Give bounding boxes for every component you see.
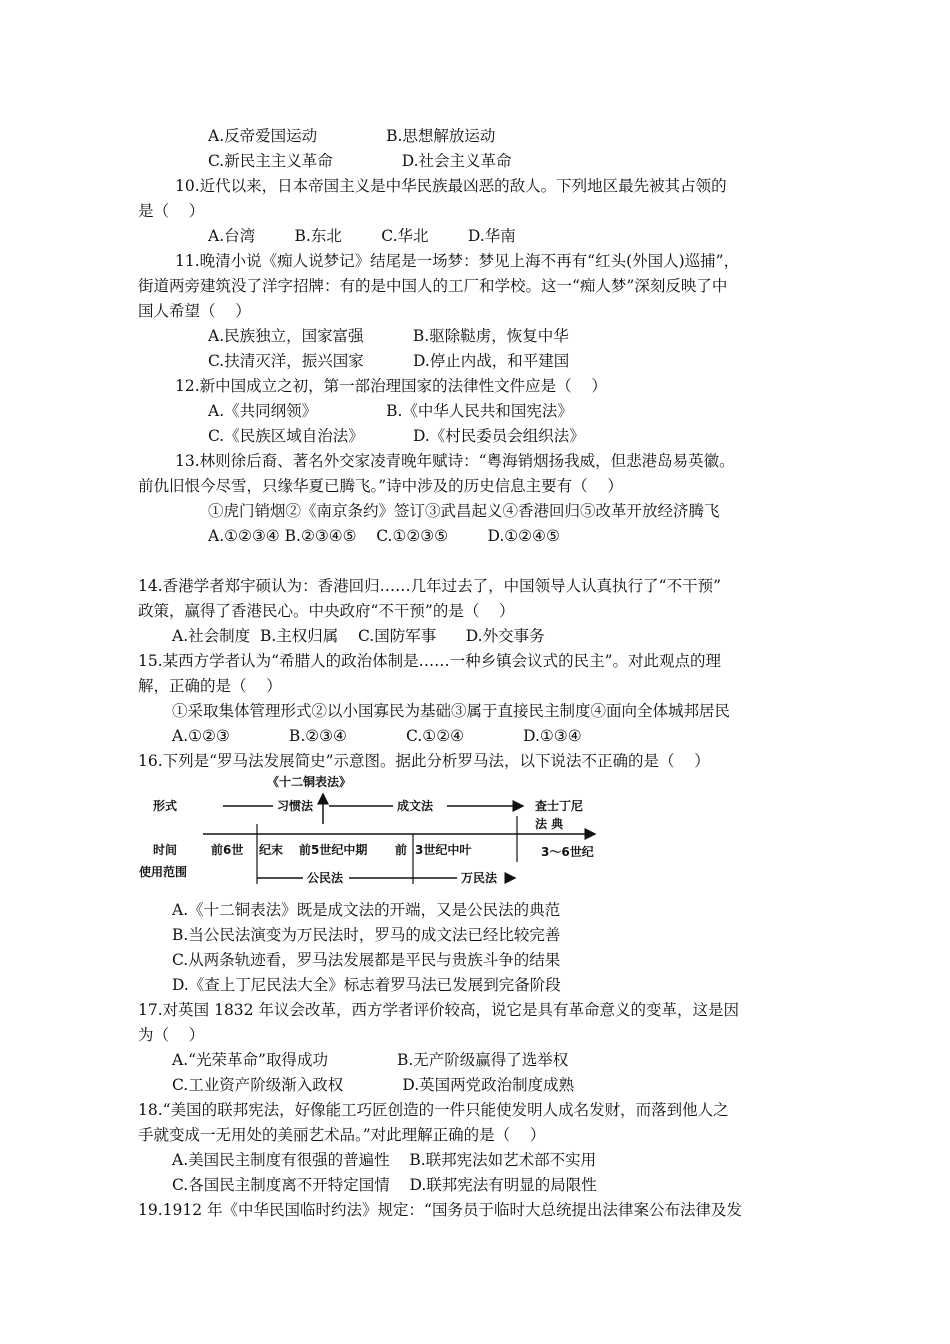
- row-label-scope: 使用范围: [139, 865, 188, 879]
- text-line: 18.“美国的联邦宪法，好像能工巧匠创造的一件只能使发明人成名发财，而落到他人之: [138, 1101, 729, 1119]
- text-line: C.从两条轨迹看，罗马法发展都是平民与贵族斗争的结果: [172, 951, 561, 969]
- text-line: D.《查上丁尼民法大全》标志着罗马法已发展到完备阶段: [172, 976, 561, 994]
- twelve-tables-label: 《十二铜表法》: [267, 775, 352, 789]
- text-line: A.《共同纲领》 B.《中华人民共和国宪法》: [208, 402, 573, 420]
- text-line: A.《十二铜表法》既是成文法的开端，又是公民法的典范: [172, 901, 561, 919]
- text-line: 是（ ）: [138, 202, 205, 220]
- text-line: 17.对英国 1832 年议会改革，西方学者评价较高，说它是具有革命意义的变革，这是因: [138, 1001, 739, 1019]
- text-line: 政策，赢得了香港民心。中央政府“不干预”的是（ ）: [138, 602, 515, 620]
- text-line: A.①②③④ B.②③④⑤ C.①②③⑤ D.①②④⑤: [208, 527, 560, 545]
- text-line: 国人希望（ ）: [138, 302, 251, 320]
- text-line: A.民族独立，国家富强 B.驱除鞑虏，恢复中华: [208, 327, 569, 345]
- row-label-time: 时间: [153, 843, 178, 857]
- text-line: 14.香港学者郑宇硕认为：香港回归……几年过去了，中国领导人认真执行了“不干预”: [138, 577, 722, 595]
- text-line: 街道两旁建筑没了洋字招牌：有的是中国人的工厂和学校。这一“痴人梦”深刻反映了中: [138, 277, 728, 295]
- text-line: A.“光荣革命”取得成功 B.无产阶级赢得了选举权: [172, 1051, 569, 1069]
- text-line: C.《民族区域自治法》 D.《村民委员会组织法》: [208, 427, 585, 445]
- time-label-2: 纪末: [259, 843, 284, 857]
- justinian-label-2: 法 典: [535, 817, 564, 831]
- roman-law-diagram-svg: [135, 772, 615, 890]
- text-line: 12.新中国成立之初，第一部治理国家的法律性文件应是（ ）: [175, 377, 607, 395]
- time-label-4: 前: [395, 843, 408, 857]
- custom-law-label: 习惯法: [277, 799, 314, 813]
- time-label-6: 3～6世纪: [541, 845, 594, 859]
- gentium-law-label: 万民法: [461, 871, 498, 885]
- text-line: 10.近代以来，日本帝国主义是中华民族最凶恶的敌人。下列地区最先被其占领的: [175, 177, 727, 195]
- text-line: 前仇旧恨今尽雪，只缘华夏已腾飞。”诗中涉及的历史信息主要有（ ）: [138, 477, 623, 495]
- text-line: ①虎门销烟②《南京条约》签订③武昌起义④香港回归⑤改革开放经济腾飞: [208, 502, 720, 520]
- civil-law-label: 公民法: [307, 871, 344, 885]
- roman-law-history-diagram: [135, 772, 615, 890]
- text-line: A.①②③ B.②③④ C.①②④ D.①③④: [172, 727, 582, 745]
- text-line: C.工业资产阶级渐入政权 D.英国两党政治制度成熟: [172, 1076, 575, 1094]
- text-line: 解，正确的是（ ）: [138, 677, 282, 695]
- written-law-label: 成文法: [397, 799, 434, 813]
- text-line: 15.某西方学者认为“希腊人的政治体制是……一种乡镇会议式的民主”。对此观点的理: [138, 652, 722, 670]
- time-label-1: 前6世: [211, 843, 244, 857]
- text-line: 13.林则徐后裔、著名外交家凌青晚年赋诗：“粤海销烟扬我威，但悲港岛易英徽。: [175, 452, 735, 470]
- text-line: A.台湾 B.东北 C.华北 D.华南: [208, 227, 516, 245]
- justinian-label-1: 查士丁尼: [535, 799, 584, 813]
- text-line: ①采取集体管理形式②以小国寡民为基础③属于直接民主制度④面向全体城邦居民: [172, 702, 731, 720]
- text-line: 19.1912 年《中华民国临时约法》规定：“国务员于临时大总统提出法律案公布法律及发: [138, 1201, 742, 1219]
- time-label-5: 3世纪中叶: [415, 843, 472, 857]
- row-label-form: 形式: [153, 799, 178, 813]
- text-line: A.社会制度 B.主权归属 C.国防军事 D.外交事务: [172, 627, 545, 645]
- text-line: 手就变成一无用处的美丽艺术品。”对此理解正确的是（ ）: [138, 1126, 546, 1144]
- text-line: 为（ ）: [138, 1026, 205, 1044]
- time-label-3: 前5世纪中期: [299, 843, 368, 857]
- text-line: 11.晚清小说《痴人说梦记》结尾是一场梦：梦见上海不再有“红头(外国人)巡捕”，: [175, 252, 740, 270]
- text-line: 16.下列是“罗马法发展简史”示意图。据此分析罗马法，以下说法不正确的是（ ）: [138, 752, 710, 770]
- text-line: C.各国民主制度离不开特定国情 D.联邦宪法有明显的局限性: [172, 1176, 597, 1194]
- text-line: A.反帝爱国运动 B.思想解放运动: [208, 127, 496, 145]
- text-line: A.美国民主制度有很强的普遍性 B.联邦宪法如艺术部不实用: [172, 1151, 597, 1169]
- text-line: C.扶清灭洋，振兴国家 D.停止内战，和平建国: [208, 352, 570, 370]
- text-line: C.新民主主义革命 D.社会主义革命: [208, 152, 512, 170]
- text-line: B.当公民法演变为万民法时，罗马的成文法已经比较完善: [172, 926, 561, 944]
